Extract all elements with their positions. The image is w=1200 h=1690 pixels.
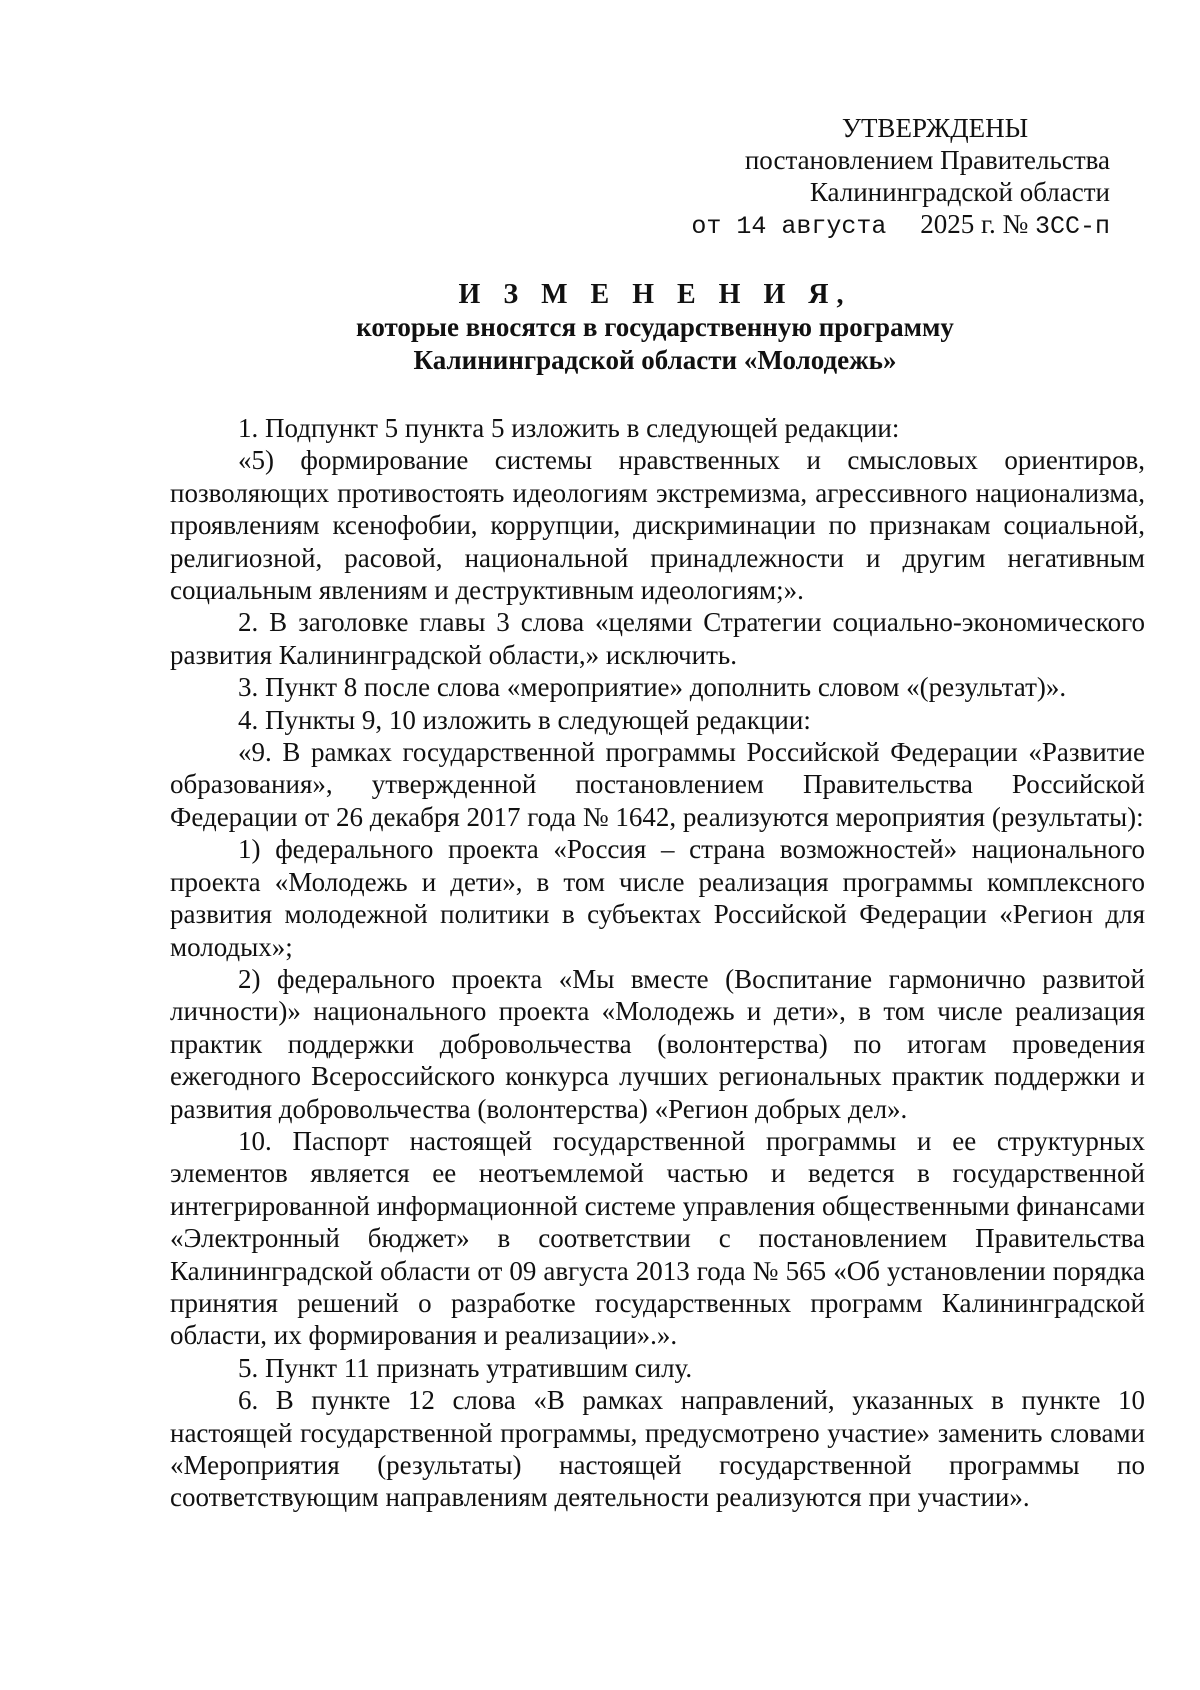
document-body — [170, 412, 1145, 1514]
document-heading — [170, 278, 1140, 377]
heading-subtitle-1: которые вносятся в государственную программу — [356, 312, 954, 342]
approval-date-line — [590, 208, 1110, 243]
paragraph: «9. В рамках государственной программы Российской Федерации «Развитие образования», утвержденной постановлением Правительства Российской Федерации от 26 декабря 2017 года № 1642, реализуются мероприятия (результаты): — [170, 737, 1145, 832]
paragraph: 6. В пункте 12 слова «В рамках направлений, указанных в пункте 10 настоящей государственной программы, предусмотрено участие» заменить словами «Мероприятия (результаты) настоящей государственной программы по соответствующим направлениям деятельности реализуются при участии». — [170, 1385, 1145, 1513]
paragraph: 4. Пункты 9, 10 изложить в следующей редакции: — [238, 704, 811, 735]
paragraph: 10. Паспорт настоящей государственной программы и ее структурных элементов является ее неотъемлемой частью и ведется в государственной интегрированной информационной системе управления общественными финансами «Электронный бюджет» в соответствии с постановлением Правительства Калининградской области от 09 августа 2013 года № 565 «Об установлении порядка принятия решений о разработке государственных программ Калининградской области, их формирования и реализации».». — [170, 1125, 1145, 1351]
paragraph: 2. В заголовке главы 3 слова «целями Стратегии социально-экономического развития Калининградской области,» исключить. — [170, 607, 1145, 670]
approval-date: от 14 августа — [691, 212, 887, 241]
paragraph: 1) федерального проекта «Россия – страна возможностей» национального проекта «Молодежь и дети», в том числе реализация программы комплексного развития молодежной политики в субъектах Российской Федерации «Регион для молодых»; — [170, 834, 1145, 962]
heading-subtitle-2: Калининградской области «Молодежь» — [413, 345, 897, 375]
heading-title: И З М Е Н Е Н И Я, — [458, 279, 852, 310]
approval-line-2: Калининградской области — [809, 177, 1110, 207]
paragraph: 2) федерального проекта «Мы вместе (Воспитание гармонично развитой личности)» национального проекта «Молодежь и дети», в том числе реализация практик поддержки добровольчества (волонтерства) по итогам проведения ежегодного Всероссийского конкурса лучших региональных практик поддержки и развития добровольчества (волонтерства) «Регион добрых дел». — [170, 963, 1145, 1124]
paragraph: 5. Пункт 11 признать утратившим силу. — [238, 1352, 693, 1383]
approval-block — [590, 112, 1110, 243]
approval-status: УТВЕРЖДЕНЫ — [841, 113, 1029, 143]
paragraph: 1. Подпункт 5 пункта 5 изложить в следующей редакции: — [238, 413, 900, 443]
paragraph: 3. Пункт 8 после слова «мероприятие» дополнить словом «(результат)». — [238, 672, 1067, 703]
approval-number: 3СС-п — [1034, 212, 1110, 241]
paragraph: «5) формирование системы нравственных и смысловых ориентиров, позволяющих противостоять идеологиям экстремизма, агрессивного национализма, проявлениям ксенофобии, коррупции, дискриминации по признакам социальной, религиозной, расовой, национальной принадлежности и другим негативным социальным явлениям и деструктивным идеологиям;». — [170, 445, 1145, 606]
approval-year: 2025 г. № — [920, 209, 1029, 239]
approval-line-1: постановлением Правительства — [744, 145, 1110, 175]
